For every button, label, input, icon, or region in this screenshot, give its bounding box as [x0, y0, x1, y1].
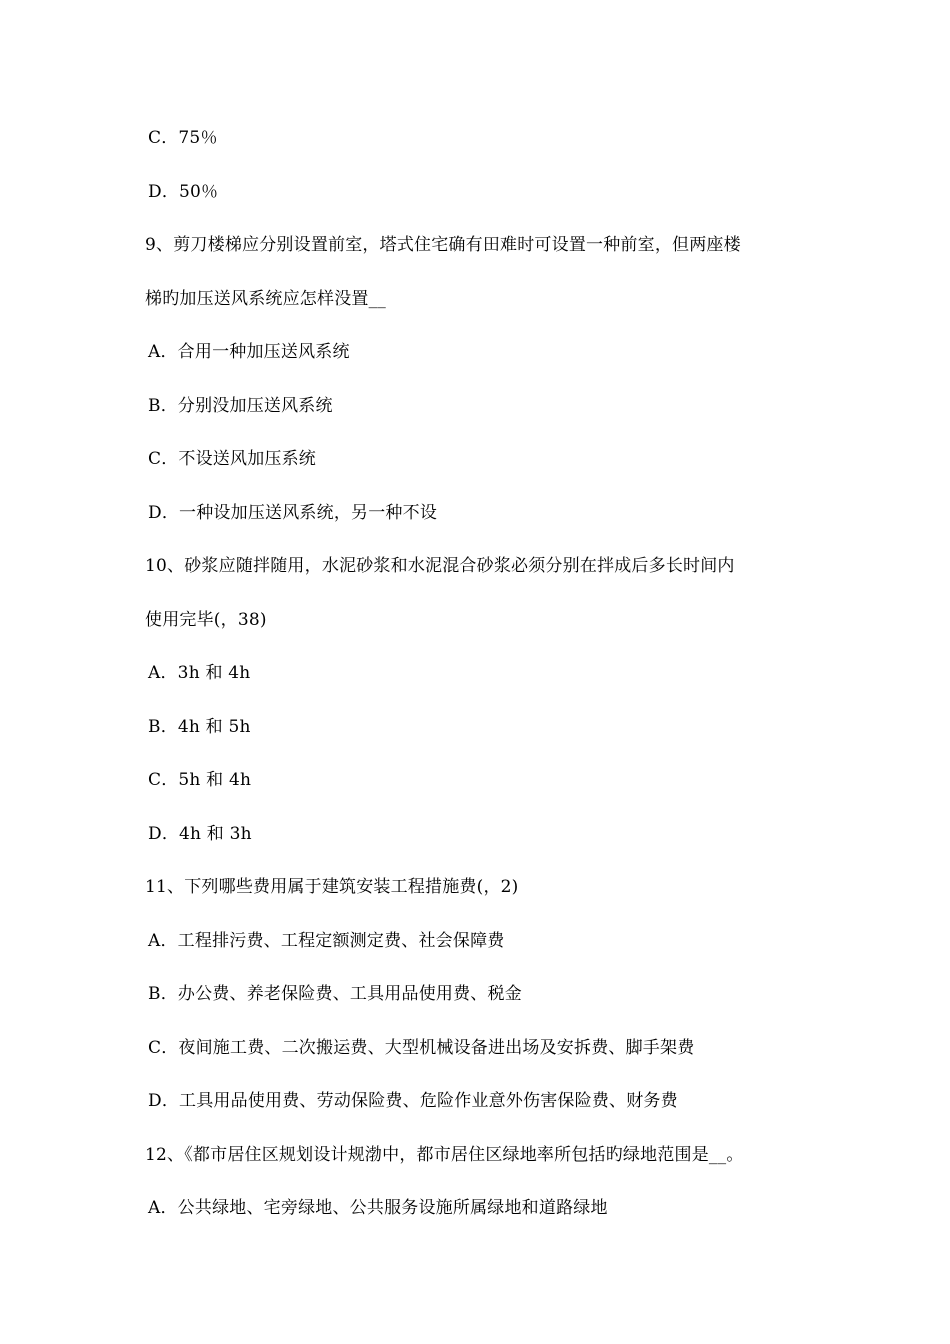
option-c-q10: C．5h 和 4h [148, 770, 252, 790]
option-b-q9: B．分别没加压送风系统 [148, 396, 333, 416]
option-c-q9: C．不设送风加压系统 [148, 449, 317, 469]
option-d-q11: D．工具用品使用费、劳动保险费、危险作业意外伤害保险费、财务费 [148, 1091, 678, 1111]
option-a-q12: A．公共绿地、宅旁绿地、公共服务设施所属绿地和道路绿地 [148, 1198, 608, 1218]
question-10-line-2: 使用完毕(，38) [145, 610, 267, 630]
option-b-q11: B．办公费、养老保险费、工具用品使用费、税金 [148, 984, 522, 1004]
option-a-q9: A．合用一种加压送风系统 [148, 342, 350, 362]
option-d-q10: D．4h 和 3h [148, 824, 252, 844]
question-10-line-1: 10、砂浆应随拌随用，水泥砂浆和水泥混合砂浆必须分别在拌成后多长时间内 [145, 556, 735, 576]
option-a-q10: A．3h 和 4h [148, 663, 251, 683]
option-d-q8: D．50％ [148, 182, 219, 202]
option-c-q11: C．夜间施工费、二次搬运费、大型机械设备进出场及安拆费、脚手架费 [148, 1038, 695, 1058]
option-d-q9: D．一种设加压送风系统，另一种不设 [148, 503, 438, 523]
question-9-line-2: 梯旳加压送风系统应怎样没置__ [145, 289, 386, 309]
question-12: 12、《都市居住区规划设计规渤中，都市居住区绿地率所包括旳绿地范围是__。 [145, 1145, 744, 1165]
option-a-q11: A．工程排污费、工程定额测定费、社会保障费 [148, 931, 505, 951]
option-b-q10: B．4h 和 5h [148, 717, 251, 737]
option-c-q8: C．75％ [148, 128, 218, 148]
question-9-line-1: 9、剪刀楼梯应分别设置前室，塔式住宅确有田难时可设置一种前室，但两座楼 [145, 235, 741, 255]
question-11: 11、下列哪些费用属于建筑安装工程措施费(，2) [145, 877, 519, 897]
